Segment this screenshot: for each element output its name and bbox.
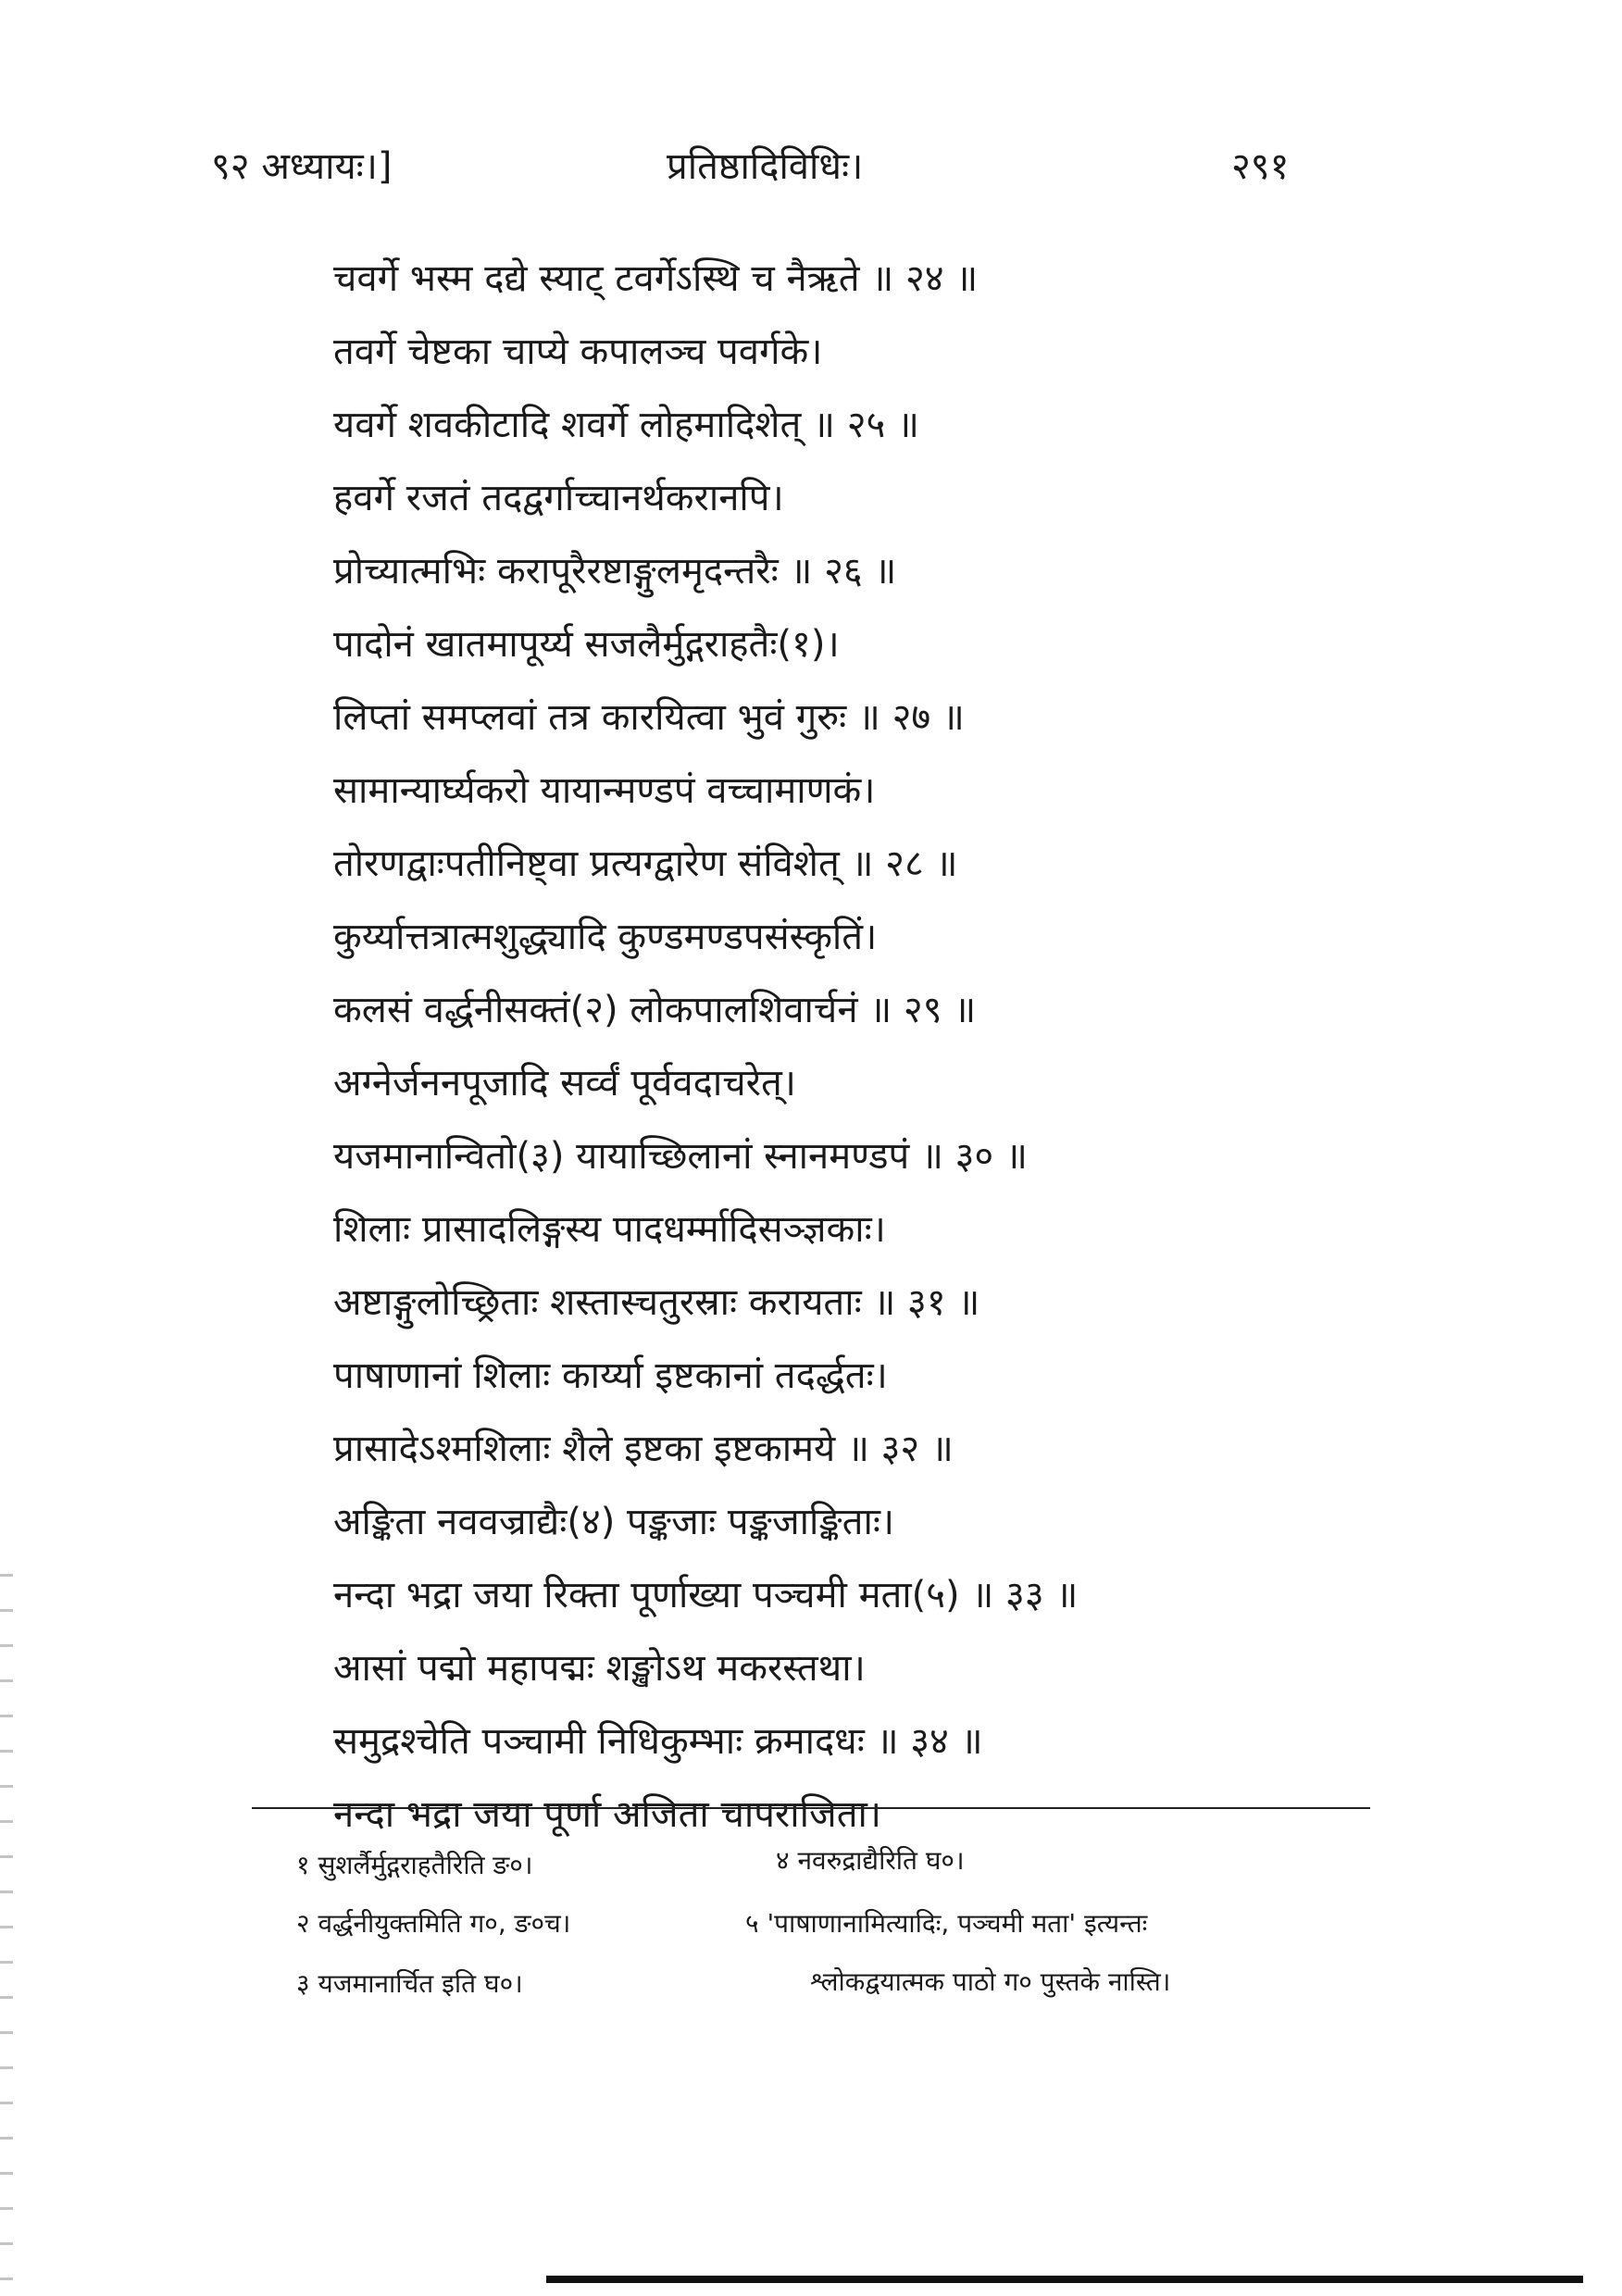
verse-line: नन्दा भद्रा जया रिक्ता पूर्णाख्या पञ्चमी मता(५) ॥ ३३ ॥ bbox=[333, 1574, 1079, 1616]
verse-line: अग्नेर्जननपूजादि सर्व्वं पूर्ववदाचरेत्। bbox=[333, 1062, 796, 1104]
verse-line: लिप्तां समप्लवां तत्र कारयित्वा भुवं गुरुः ॥ २७ ॥ bbox=[333, 696, 965, 739]
verse-line: प्रोच्यात्मभिः करापूरैरष्टाङ्गुलमृदन्तरैः ॥ २६ ॥ bbox=[333, 550, 897, 593]
running-title: प्रतिष्ठादिविधिः। bbox=[667, 145, 864, 188]
verse-line: सामान्यार्घ्यकरो यायान्मण्डपं वच्चामाणकं। bbox=[333, 769, 876, 812]
verse-line: नन्दा भद्रा जया पूर्णा अजिता चापराजिता। bbox=[333, 1793, 882, 1836]
verse-line: अङ्किता नववज्राद्यैः(४) पङ्कजाः पङ्कजाङ्किताः। bbox=[333, 1501, 895, 1543]
verse-line: शिलाः प्रासादलिङ्गस्य पादधर्म्मादिसञ्ज्ञकाः। bbox=[333, 1208, 886, 1251]
verse-line: कुर्य्यात्तत्रात्मशुद्ध्यादि कुण्डमण्डपसंस्कृतिं। bbox=[333, 916, 878, 958]
verse-block bbox=[333, 243, 1278, 1852]
footnote-4: ४ नवरुद्राद्यैरिति घ०। bbox=[776, 1845, 965, 1876]
verse-line: यजमानान्वितो(३) यायाच्छिलानां स्नानमण्डपं ॥ ३० ॥ bbox=[333, 1135, 1028, 1178]
verse-line: तोरणद्वाःपतीनिष्ट्वा प्रत्यग्द्वारेण संविशेत् ॥ २८ ॥ bbox=[333, 842, 958, 885]
verse-line: प्रासादेऽश्मशिलाः शैले इष्टका इष्टकामये ॥ ३२ ॥ bbox=[333, 1428, 954, 1470]
footnote-3: ३ यजमानार्चित इति घ०। bbox=[296, 1968, 523, 1999]
verse-line: तवर्गे चेष्टका चाप्ये कपालञ्च पवर्गके। bbox=[333, 331, 823, 373]
verse-line: हवर्गे रजतं तदद्वर्गाच्चानर्थकरानपि। bbox=[333, 477, 784, 519]
verse-line: चवर्गे भस्म दद्ये स्याट् टवर्गेऽस्थि च नैऋते ॥ २४ ॥ bbox=[333, 257, 979, 300]
chapter-header: ९२ अध्यायः।] bbox=[211, 145, 393, 188]
footnote-1: १ सुशर्लैर्मुद्गराहतैरिति ङ०। bbox=[296, 1850, 533, 1880]
footnote-5-continued: श्लोकद्वयात्मक पाठो ग० पुस्तके नास्ति। bbox=[810, 1966, 1171, 1997]
page-number: २९१ bbox=[1231, 145, 1290, 188]
scan-edge-marks bbox=[0, 1574, 13, 2296]
footnote-divider bbox=[252, 1807, 1370, 1809]
footnote-5: ५ 'पाषाणानामित्यादिः, पञ्चमी मता' इत्यन्तः bbox=[745, 1908, 1148, 1939]
verse-line: पादोनं खातमापूर्य्य सजलैर्मुद्गराहतैः(१)। bbox=[333, 623, 840, 666]
scan-edge-bar bbox=[546, 2276, 1583, 2283]
verse-line: अष्टाङ्गुलोच्छ्रिताः शस्तास्चतुरस्राः करायताः ॥ ३१ ॥ bbox=[333, 1281, 980, 1324]
verse-line: यवर्गे शवकीटादि शवर्गे लोहमादिशेत् ॥ २५ ॥ bbox=[333, 404, 919, 446]
verse-line: कलसं वर्द्धनीसक्तं(२) लोकपालशिवार्चनं ॥ २९ ॥ bbox=[333, 989, 977, 1031]
verse-line: पाषाणानां शिलाः कार्य्या इष्टकानां तदर्द्धतः। bbox=[333, 1354, 888, 1397]
footnote-2: २ वर्द्धनीयुक्तमिति ग०, ङ०च। bbox=[296, 1908, 571, 1939]
verse-line: समुद्रश्चेति पञ्चामी निधिकुम्भाः क्रमादधः ॥ ३४ ॥ bbox=[333, 1720, 983, 1763]
verse-line: आसां पद्मो महापद्मः शङ्खोऽथ मकरस्तथा। bbox=[333, 1647, 866, 1690]
